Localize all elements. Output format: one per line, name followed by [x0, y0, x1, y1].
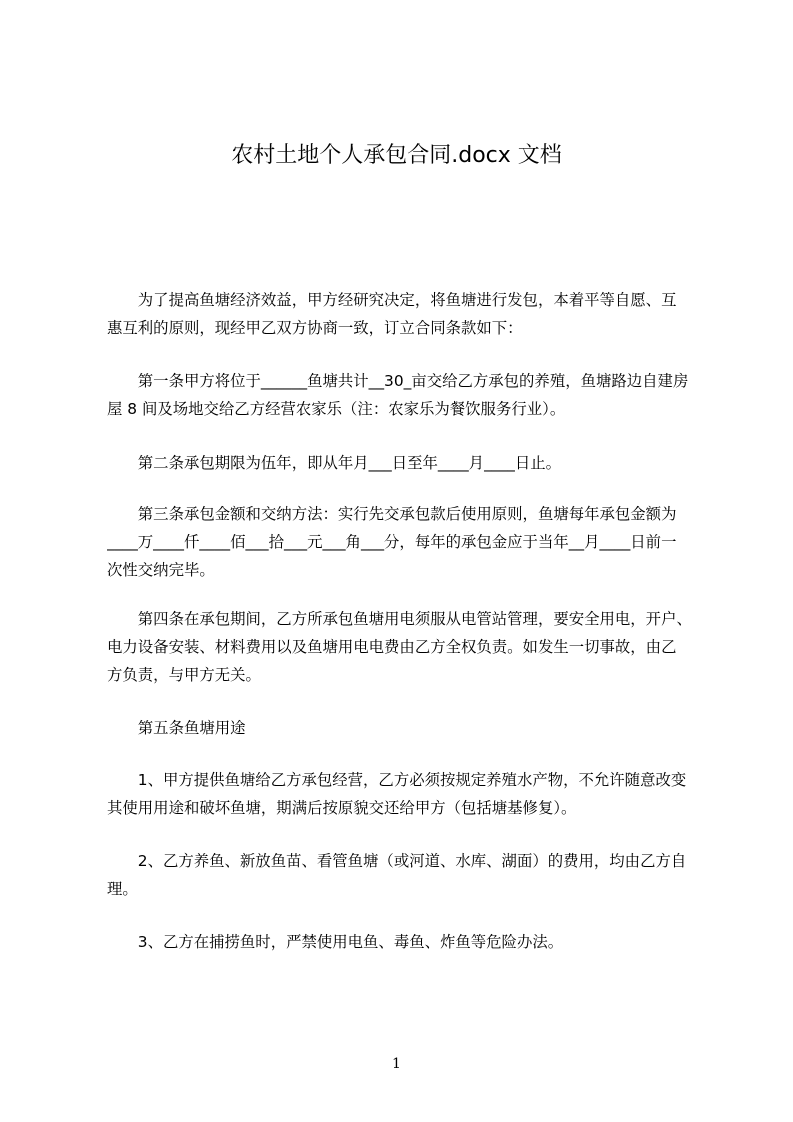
paragraph-article-5-item-2: [107, 847, 717, 903]
paragraph-line: 1、甲方提供鱼塘给乙方承包经营，乙方必须按规定养殖水产物，不允许随意改变: [107, 771, 687, 789]
paragraph-line: 第五条鱼塘用途: [107, 719, 246, 737]
paragraph-line: 次性交纳完毕。: [107, 561, 215, 579]
paragraph-line: 惠互利的原则，现经甲乙双方协商一致，订立合同条款如下：: [107, 319, 523, 337]
paragraph-line: ____万____仟____佰___拾___元___角___分，每年的承包金应于当年__月____日前一: [107, 533, 677, 551]
paragraph-article-5-item-3: [107, 928, 717, 956]
paragraph-intro: [107, 286, 717, 342]
paragraph-line: 第一条甲方将位于______鱼塘共计__30_亩交给乙方承包的养殖，鱼塘路边自建房: [107, 372, 689, 390]
paragraph-article-5-item-1: [107, 766, 717, 822]
paragraph-line: 方负责，与甲方无关。: [107, 666, 261, 684]
paragraph-line: 理。: [107, 880, 138, 898]
paragraph-line: 第二条承包期限为伍年，即从年月___日至年____月____日止。: [107, 454, 562, 472]
paragraph-line: 2、乙方养鱼、新放鱼苗、看管鱼塘（或河道、水库、湖面）的费用，均由乙方自: [107, 852, 687, 870]
paragraph-line: 屋 8 间及场地交给乙方经营农家乐（注：农家乐为餐饮服务行业）。: [107, 400, 566, 418]
paragraph-line: 为了提高鱼塘经济效益，甲方经研究决定，将鱼塘进行发包，本着平等自愿、互: [107, 291, 677, 309]
paragraph-article-5-heading: [107, 714, 717, 742]
paragraph-line: 其使用用途和破坏鱼塘，期满后按原貌交还给甲方（包括塘基修复）。: [107, 799, 577, 817]
paragraph-line: 第三条承包金额和交纳方法：实行先交承包款后使用原则，鱼塘每年承包金额为: [107, 505, 677, 523]
page-number: 1: [392, 1056, 401, 1072]
document-title: 农村土地个人承包合同.docx 文档: [231, 143, 562, 168]
paragraph-article-1: [107, 367, 717, 423]
paragraph-line: 电力设备安装、材料费用以及鱼塘用电电费由乙方全权负责。如发生一切事故，由乙: [107, 638, 677, 656]
paragraph-article-3: [107, 500, 717, 584]
paragraph-line: 第四条在承包期间，乙方所承包鱼塘用电须服从电管站管理，要安全用电，开户、: [107, 610, 692, 628]
paragraph-article-2: [107, 449, 717, 477]
paragraph-article-4: [107, 605, 717, 689]
paragraph-line: 3、乙方在捕捞鱼时，严禁使用电鱼、毒鱼、炸鱼等危险办法。: [107, 933, 564, 951]
